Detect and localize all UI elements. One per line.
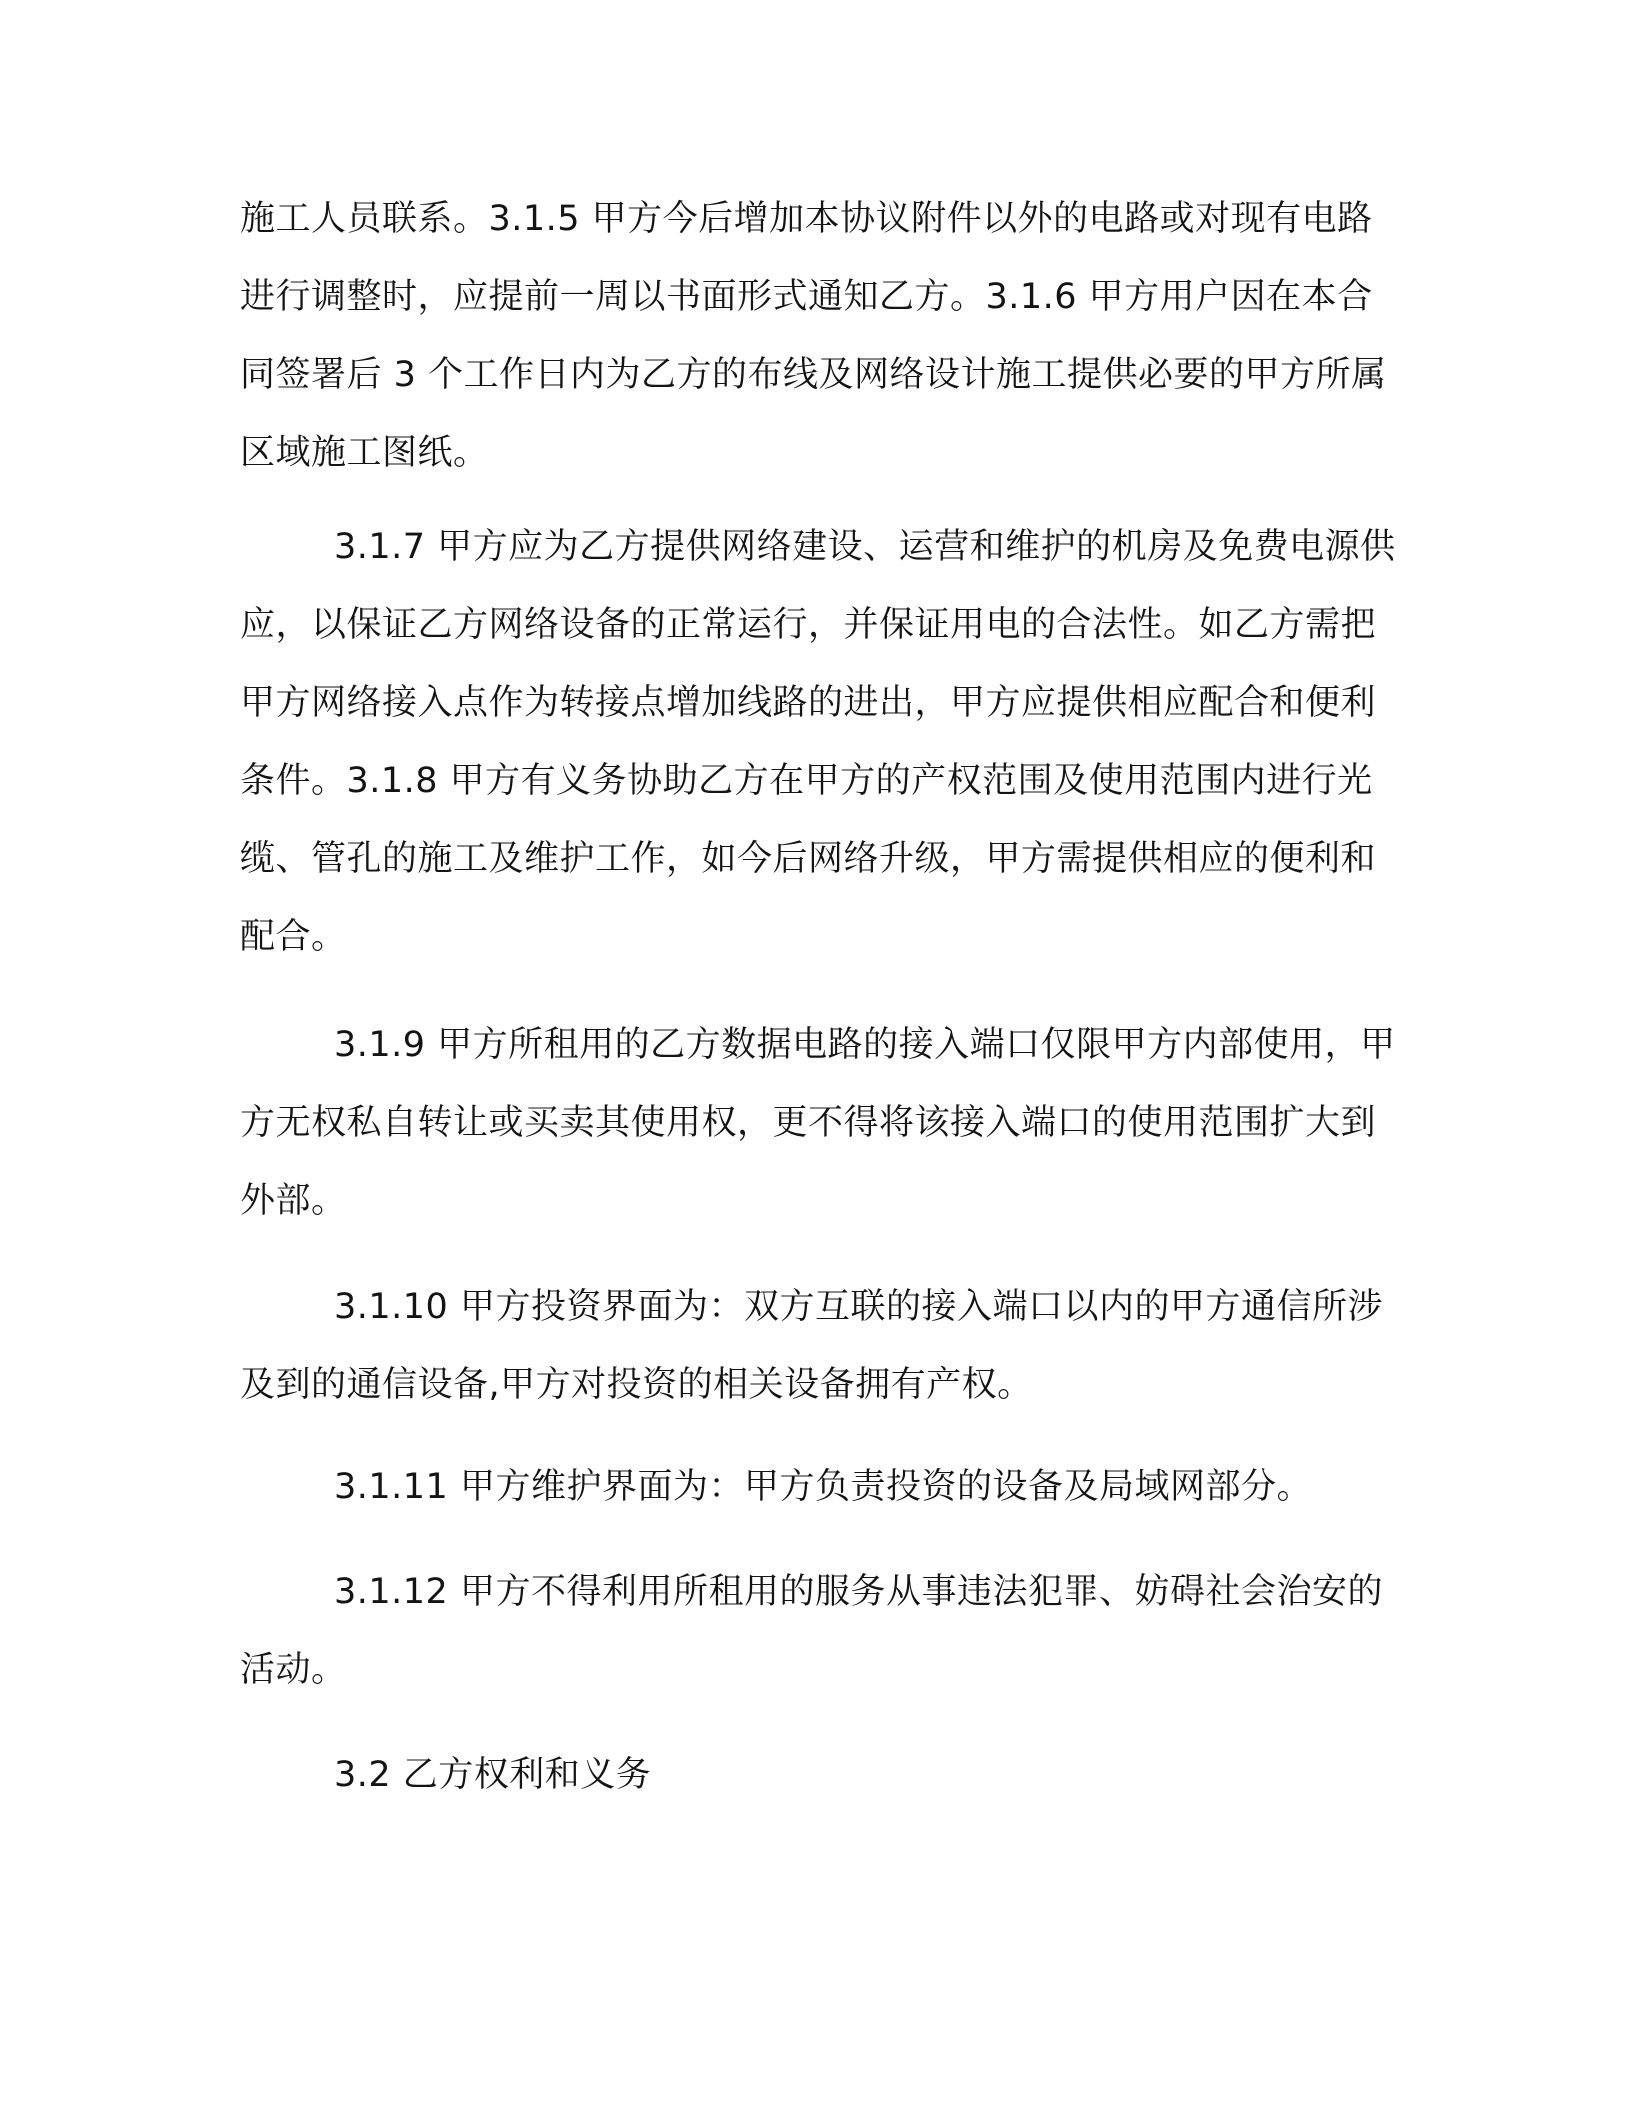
paragraph-3-1-7: 3.1.7 甲方应为乙方提供网络建设、运营和维护的机房及免费电源供应，以保证乙方网络设备的正常运行，并保证用电的合法性。如乙方需把甲方网络接入点作为转接点增加线路的进出，甲方应提供相应配合和便利条件。3.1.8 甲方有义务协助乙方在甲方的产权范围及使用范围内进行光缆、管孔的施工及维护工作，如今后网络升级，甲方需提供相应的便利和配合。 [240,527,1396,957]
section-heading-3-2: 3.2 乙方权利和义务 [334,1755,652,1795]
paragraph-3-1-9: 3.1.9 甲方所租用的乙方数据电路的接入端口仅限甲方内部使用，甲方无权私自转让或买卖其使用权，更不得将该接入端口的使用范围扩大到外部。 [240,1025,1396,1221]
paragraph-3-1-11: 3.1.11 甲方维护界面为：甲方负责投资的设备及局域网部分。 [334,1467,1312,1507]
paragraph-3-1-5: 施工人员联系。3.1.5 甲方今后增加本协议附件以外的电路或对现有电路进行调整时，应提前一周以书面形式通知乙方。3.1.6 甲方用户因在本合同签署后 3 个工作日内为乙方的布线及网络设计施工提供必要的甲方所属区域施工图纸。 [240,199,1387,473]
paragraph-3-1-10: 3.1.10 甲方投资界面为：双方互联的接入端口以内的甲方通信所涉及到的通信设备,甲方对投资的相关设备拥有产权。 [240,1287,1383,1405]
paragraph-3-1-12: 3.1.12 甲方不得利用所租用的服务从事违法犯罪、妨碍社会治安的活动。 [240,1572,1383,1690]
